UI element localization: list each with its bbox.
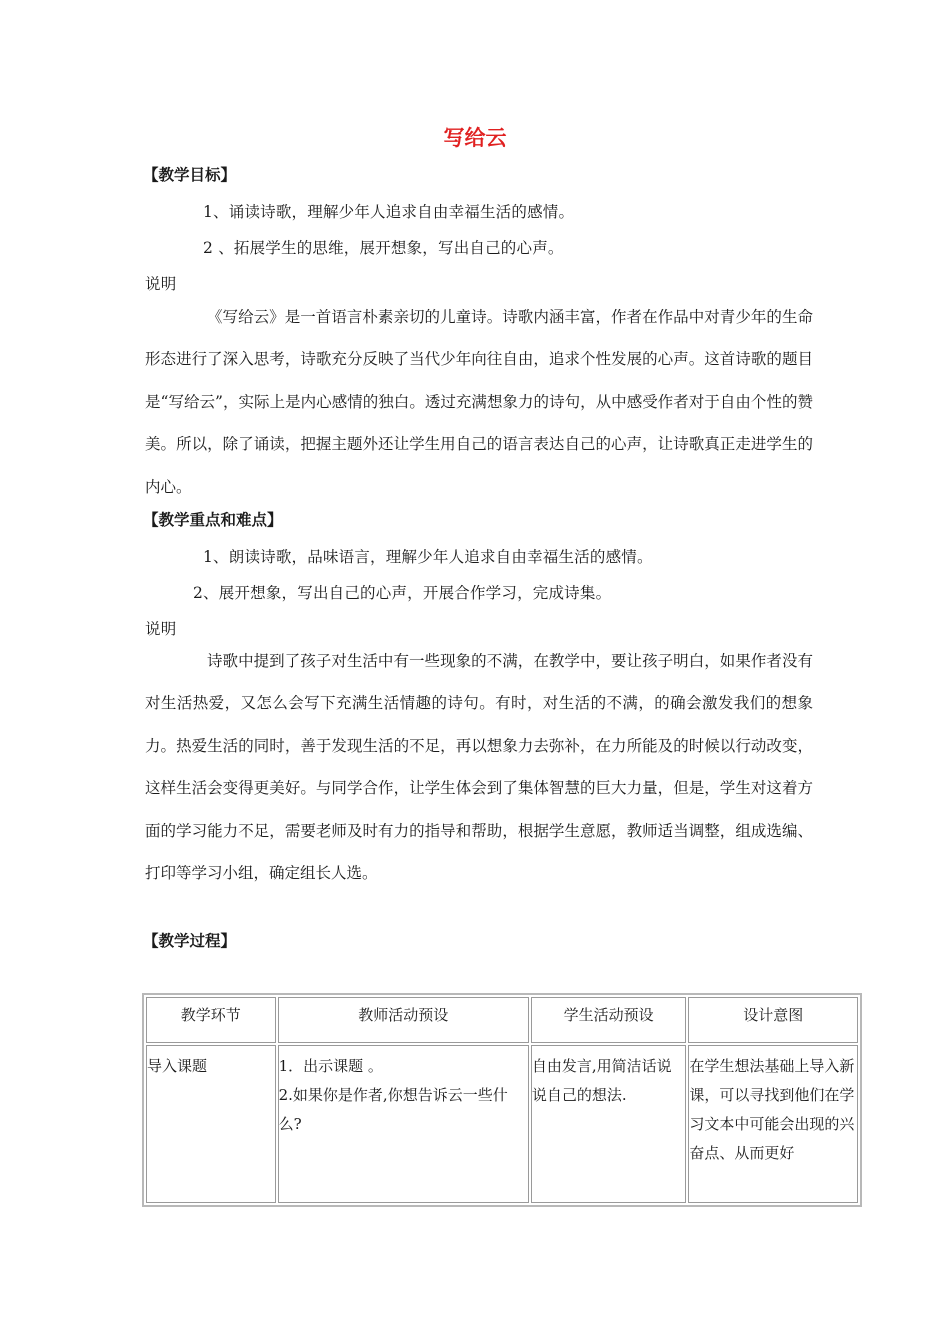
teacher-activity-1: 1．出示课题 。 <box>278 1057 383 1075</box>
table-cell-student: 自由发言,用简洁话说说自己的想法. <box>531 1045 687 1203</box>
key-points-note-paragraph: 诗歌中提到了孩子对生活中有一些现象的不满，在教学中，要让孩子明白，如果作者没有对生活热爱，又怎么会写下充满生活情趣的诗句。有时，对生活的不满，的确会激发我们的想象力。热爱生活的同时，善于发现生活的不足，再以想象力去弥补，在力所能及的时候以行动改变，这样生活会变得更美好。与同学合作，让学生体会到了集体智慧的巨大力量，但是，学生对这着方面的学习能力不足，需要老师及时有力的指导和帮助，根据学生意愿，教师适当调整，组成选编、打印等学习小组，确定组长人选。 <box>145 652 813 883</box>
table-header-row <box>146 997 858 1043</box>
process-table <box>142 993 862 1207</box>
section-heading-process: 【教学过程】 <box>143 932 237 950</box>
goals-note-paragraph: 《写给云》是一首语言朴素亲切的儿童诗。诗歌内涵丰富，作者在作品中对青少年的生命形态进行了深入思考，诗歌充分反映了当代少年向往自由，追求个性发展的心声。这首诗歌的题目是“写给云”，实际上是内心感情的独白。透过充满想象力的诗句，从中感受作者对于自由个性的赞美。所以，除了诵读，把握主题外还让学生用自己的语言表达自己的心声，让诗歌真正走进学生的内心。 <box>145 308 813 496</box>
section-heading-key-points: 【教学重点和难点】 <box>143 511 283 529</box>
key-point-item-2: 2、展开想象，写出自己的心声，开展合作学习，完成诗集。 <box>193 584 612 602</box>
table-header-cell: 学生活动预设 <box>531 997 687 1043</box>
table-cell-teacher <box>278 1045 529 1203</box>
section-heading-goals: 【教学目标】 <box>143 166 237 184</box>
document-title: 写给云 <box>443 126 507 150</box>
key-points-note-label: 说明 <box>145 620 177 638</box>
goal-item-1: 1、诵读诗歌，理解少年人追求自由幸福生活的感情。 <box>203 203 575 221</box>
table-header-cell: 设计意图 <box>688 997 858 1043</box>
table-header-cell: 教学环节 <box>146 997 276 1043</box>
teacher-activity-2: 2.如果你是作者,你想告诉云一些什么? <box>278 1086 508 1133</box>
table-header-cell: 教师活动预设 <box>278 997 529 1043</box>
table-cell-stage: 导入课题 <box>146 1045 276 1203</box>
table-row <box>146 1045 858 1203</box>
table-cell-intent: 在学生想法基础上导入新课，可以寻找到他们在学习文本中可能会出现的兴奋点、从而更好 <box>688 1045 858 1203</box>
goals-note-label: 说明 <box>145 275 177 293</box>
goal-item-2: 2 、拓展学生的思维，展开想象，写出自己的心声。 <box>203 239 564 257</box>
key-point-item-1: 1、朗读诗歌，品味语言，理解少年人追求自由幸福生活的感情。 <box>203 548 653 566</box>
